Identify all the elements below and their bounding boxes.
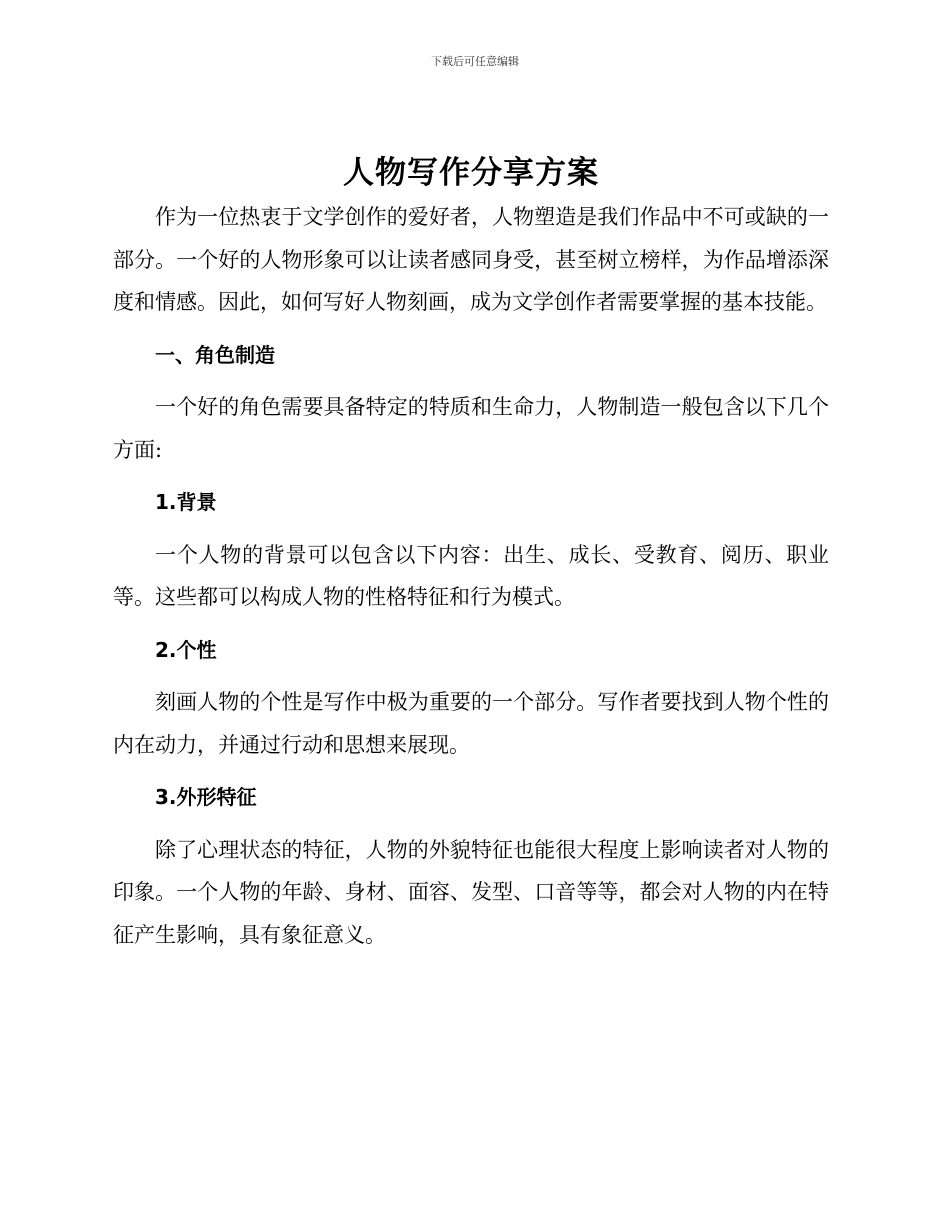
page-header-note: 下载后可任意编辑 xyxy=(431,55,519,68)
item-paragraph-appearance: 除了心理状态的特征，人物的外貌特征也能很大程度上影响读者对人物的印象。一个人物的年龄、身材、面容、发型、口音等等，都会对人物的内在特征产生影响，具有象征意义。 xyxy=(113,837,829,947)
document-title: 人物写作分享方案 xyxy=(343,155,599,191)
spacer xyxy=(113,471,829,481)
spacer xyxy=(113,524,829,534)
item-heading-background: 1.背景 xyxy=(155,490,217,514)
spacer xyxy=(113,819,829,829)
spacer xyxy=(113,619,829,629)
spacer xyxy=(113,324,829,334)
spacer xyxy=(113,671,829,681)
item-heading-personality: 2.个性 xyxy=(155,637,217,662)
document-body xyxy=(113,150,829,956)
spacer xyxy=(113,766,829,776)
intro-paragraph: 作为一位热衷于文学创作的爱好者，人物塑造是我们作品中不可或缺的一部分。一个好的人物形象可以让读者感同身受，甚至树立榜样，为作品增添深度和情感。因此，如何写好人物刻画，成为文学创作者需要掌握的基本技能。 xyxy=(113,205,829,314)
item-heading-appearance: 3.外形特征 xyxy=(155,785,257,809)
item-paragraph-background: 一个人物的背景可以包含以下内容：出生、成长、受教育、阅历、职业等。这些都可以构成人物的性格特征和行为模式。 xyxy=(113,542,829,609)
section-intro-paragraph: 一个好的角色需要具备特定的特质和生命力，人物制造一般包含以下几个方面: xyxy=(113,395,829,462)
item-paragraph-personality: 刻画人物的个性是写作中极为重要的一个部分。写作者要找到人物个性的内在动力，并通过行动和思想来展现。 xyxy=(113,690,829,757)
spacer xyxy=(113,376,829,386)
section-heading-character-creation: 一、角色制造 xyxy=(155,342,275,367)
